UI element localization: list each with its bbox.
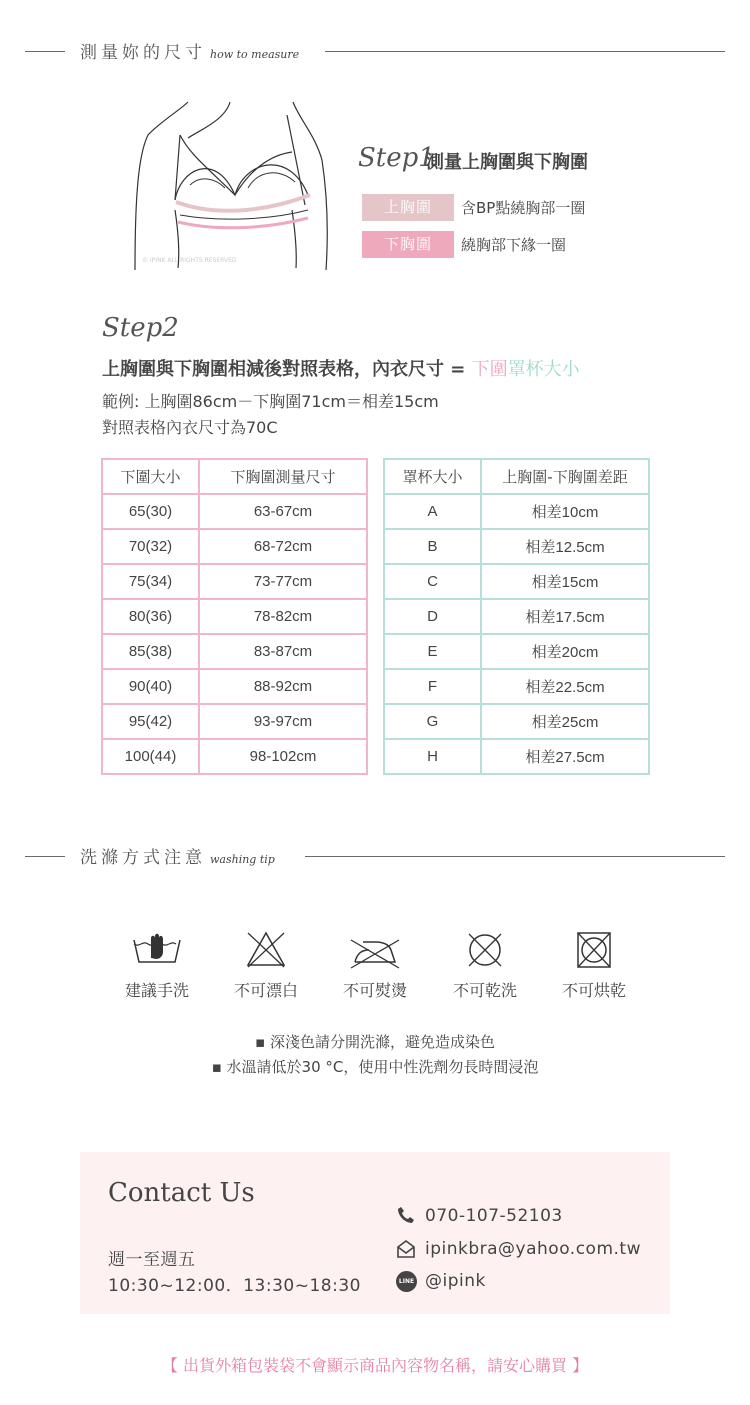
table-row	[103, 530, 366, 565]
no-tumble-dry-icon	[568, 930, 620, 970]
table-row	[103, 740, 366, 773]
step2-example-2: 對照表格內衣尺寸為70C	[102, 418, 278, 437]
table-row	[385, 530, 648, 565]
under-bust-tag: 下胸圍	[362, 231, 454, 258]
step2-heading-cup: 罩杯大小	[507, 359, 580, 380]
under-bust-table	[101, 458, 368, 775]
table-cell: 80(36)	[103, 600, 200, 635]
table-cell: 78-82cm	[200, 600, 366, 635]
line-id[interactable]: @ipink	[425, 1271, 486, 1291]
wash-divider-left	[25, 856, 65, 857]
table-header: 下胸圍測量尺寸	[200, 460, 366, 495]
table-cell: 相差20cm	[482, 635, 648, 670]
table-row	[103, 495, 366, 530]
table-cell: 90(40)	[103, 670, 200, 705]
table-cell: 73-77cm	[200, 565, 366, 600]
table-header-row	[103, 460, 366, 495]
measure-section-title	[80, 38, 299, 63]
table-header-row	[385, 460, 648, 495]
hand-wash-icon	[131, 930, 183, 970]
step2-heading	[102, 355, 580, 381]
no-bleach-icon	[240, 930, 292, 970]
step2-heading-under: 下圍	[471, 359, 508, 380]
section-divider-right	[325, 51, 725, 52]
wash-section-title	[80, 843, 275, 868]
bra-measure-illustration	[130, 100, 335, 275]
no-dry-clean-label: 不可乾洗	[452, 981, 517, 1000]
table-cell: H	[385, 740, 482, 773]
under-bust-desc: 繞胸部下緣一圈	[461, 236, 567, 254]
wash-subtitle: washing tip	[210, 853, 275, 866]
no-bleach-label: 不可漂白	[233, 981, 298, 1000]
table-cell: 83-87cm	[200, 635, 366, 670]
phone-number[interactable]: 070-107-52103	[425, 1206, 563, 1226]
table-cell: 63-67cm	[200, 495, 366, 530]
hand-wash-label: 建議手洗	[124, 981, 189, 1000]
table-cell: 相差25cm	[482, 705, 648, 740]
table-cell: 100(44)	[103, 740, 200, 773]
table-cell: 68-72cm	[200, 530, 366, 565]
phone-icon	[397, 1206, 415, 1224]
wash-divider-right	[305, 856, 725, 857]
table-row	[385, 565, 648, 600]
table-cell: 85(38)	[103, 635, 200, 670]
table-cell: 95(42)	[103, 705, 200, 740]
table-cell: 70(32)	[103, 530, 200, 565]
table-cell: F	[385, 670, 482, 705]
step2-example-1: 範例: 上胸圍86cm－下胸圍71cm＝相差15cm	[102, 392, 439, 411]
upper-bust-desc: 含BP點繞胸部一圈	[461, 199, 586, 217]
email-icon	[397, 1240, 415, 1258]
wash-note-1: ▪ 深淺色請分開洗滌，避免造成染色	[255, 1033, 495, 1051]
table-cell: 相差22.5cm	[482, 670, 648, 705]
table-row	[385, 670, 648, 705]
no-dry-clean-icon	[459, 930, 511, 970]
table-cell: 相差15cm	[482, 565, 648, 600]
no-tumble-dry-label: 不可烘乾	[561, 981, 626, 1000]
table-cell: G	[385, 705, 482, 740]
table-row	[103, 670, 366, 705]
business-days: 週一至週五	[108, 1250, 196, 1270]
table-row	[103, 600, 366, 635]
illustration-copyright: © IPINK ALL RIGHTS RESERVED	[142, 257, 237, 264]
table-cell: D	[385, 600, 482, 635]
no-iron-label: 不可熨燙	[342, 981, 407, 1000]
line-icon: LINE	[396, 1271, 417, 1292]
table-row	[103, 635, 366, 670]
table-cell: B	[385, 530, 482, 565]
step1-label: Step1	[358, 143, 435, 173]
table-cell: 相差27.5cm	[525, 749, 605, 766]
table-row	[385, 740, 648, 773]
table-row	[385, 600, 648, 635]
table-header: 上胸圍-下胸圍差距	[482, 460, 648, 495]
wash-note-2: ▪ 水溫請低於30 °C，使用中性洗劑勿長時間浸泡	[211, 1058, 539, 1076]
table-cell: 相差12.5cm	[482, 530, 648, 565]
table-row	[385, 705, 648, 740]
table-cell: C	[385, 565, 482, 600]
upper-bust-tag: 上胸圍	[362, 194, 454, 221]
shipping-notice: 【 出貨外箱包裝袋不會顯示商品內容物名稱，請安心購買 】	[161, 1356, 589, 1375]
contact-title: Contact Us	[108, 1178, 255, 1208]
section-divider-left	[25, 51, 65, 52]
table-cell: 93-97cm	[200, 705, 366, 740]
table-row	[385, 635, 648, 670]
table-cell: 相差10cm	[482, 495, 648, 530]
table-cell: 88-92cm	[200, 670, 366, 705]
table-cell: 65(30)	[103, 495, 200, 530]
table-cell: A	[385, 495, 482, 530]
business-hours: 10:30~12:00．13:30~18:30	[108, 1276, 361, 1296]
table-cell: 相差17.5cm	[482, 600, 648, 635]
cup-size-table	[383, 458, 650, 775]
table-cell: E	[385, 635, 482, 670]
step2-heading-text: 上胸圍與下胸圍相減後對照表格，內衣尺寸 =	[102, 359, 466, 380]
table-row	[103, 565, 366, 600]
table-cell: 98-102cm	[249, 748, 317, 765]
wash-title-text: 洗滌方式注意	[80, 848, 206, 868]
table-header: 下圍大小	[103, 460, 200, 495]
table-header: 罩杯大小	[385, 460, 482, 495]
email-address[interactable]: ipinkbra@yahoo.com.tw	[425, 1239, 641, 1259]
table-row	[385, 495, 648, 530]
measure-title-text: 測量妳的尺寸	[80, 43, 206, 63]
step1-title: 測量上胸圍與下胸圍	[426, 152, 588, 173]
table-row	[103, 705, 366, 740]
measure-subtitle: how to measure	[210, 48, 300, 61]
no-iron-icon	[349, 930, 401, 970]
table-cell: 75(34)	[103, 565, 200, 600]
step2-label: Step2	[102, 313, 179, 343]
